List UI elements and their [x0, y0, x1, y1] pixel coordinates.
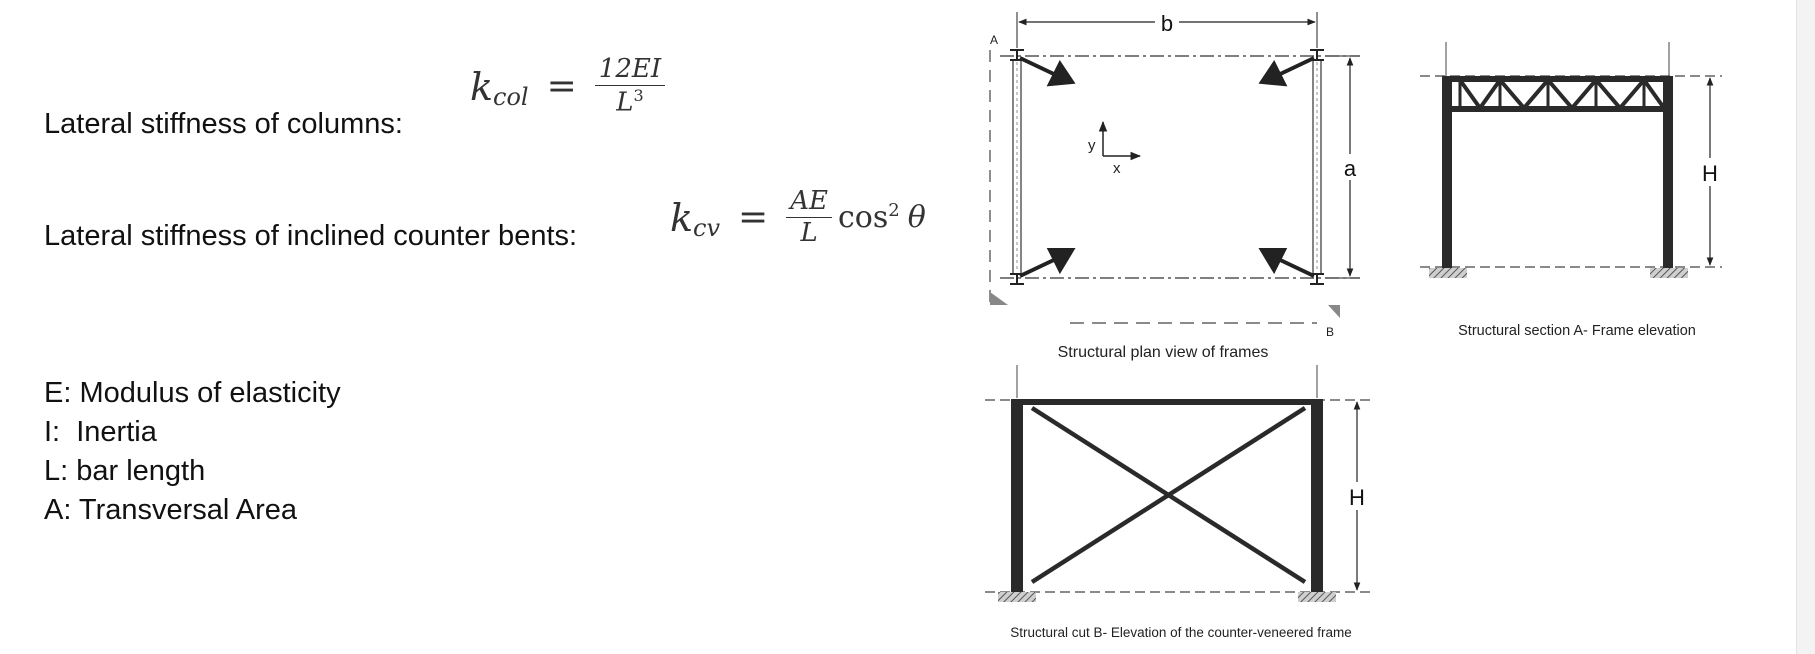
plan-view: [990, 10, 1362, 361]
formula-equals: =: [738, 197, 769, 239]
columns-stiffness-label: Lateral stiffness of columns:: [44, 108, 403, 140]
trig-power: 2: [888, 200, 900, 222]
formula-numerator: 12EI: [595, 56, 665, 86]
dim-b-label: b: [1160, 11, 1174, 36]
section-a-dim-h: H: [1702, 161, 1718, 186]
formula-denominator-base: L: [616, 87, 634, 118]
dim-a-label: a: [1343, 156, 1357, 181]
formula-symbol: k: [470, 64, 494, 109]
section-b-mark: B: [1326, 325, 1335, 339]
section-a-caption: Structural section A- Frame elevation: [1458, 323, 1696, 339]
formula-subscript: col: [493, 82, 529, 111]
section-a-mark: A: [990, 33, 999, 47]
formula-power: 3: [633, 86, 644, 106]
definition-length: L: bar length: [44, 455, 206, 487]
definition-modulus: E: Modulus of elasticity: [44, 377, 341, 409]
formula-subscript: cv: [693, 213, 721, 242]
section-a-elevation: [1420, 42, 1723, 339]
definition-area: A: Transversal Area: [44, 494, 298, 526]
axis-x-label: x: [1113, 160, 1121, 177]
counter-bents-stiffness-label: Lateral stiffness of inclined counter bents:: [44, 220, 578, 252]
axis-y-label: y: [1088, 137, 1096, 154]
formula-numerator: AE: [786, 188, 832, 218]
trig-function: cos: [837, 200, 889, 236]
vertical-scrollbar[interactable]: [1796, 0, 1815, 654]
section-b-caption: Structural cut B- Elevation of the counter-veneered frame: [1010, 625, 1352, 640]
formula-equals: =: [546, 66, 577, 108]
trig-angle: θ: [907, 200, 926, 236]
section-b-dim-h: H: [1349, 485, 1365, 510]
plan-view-caption: Structural plan view of frames: [1057, 344, 1269, 361]
formula-denominator: L: [800, 218, 818, 249]
formula-symbol: k: [670, 195, 694, 240]
section-b-elevation: [985, 365, 1372, 640]
definition-inertia: I: Inertia: [44, 416, 157, 448]
